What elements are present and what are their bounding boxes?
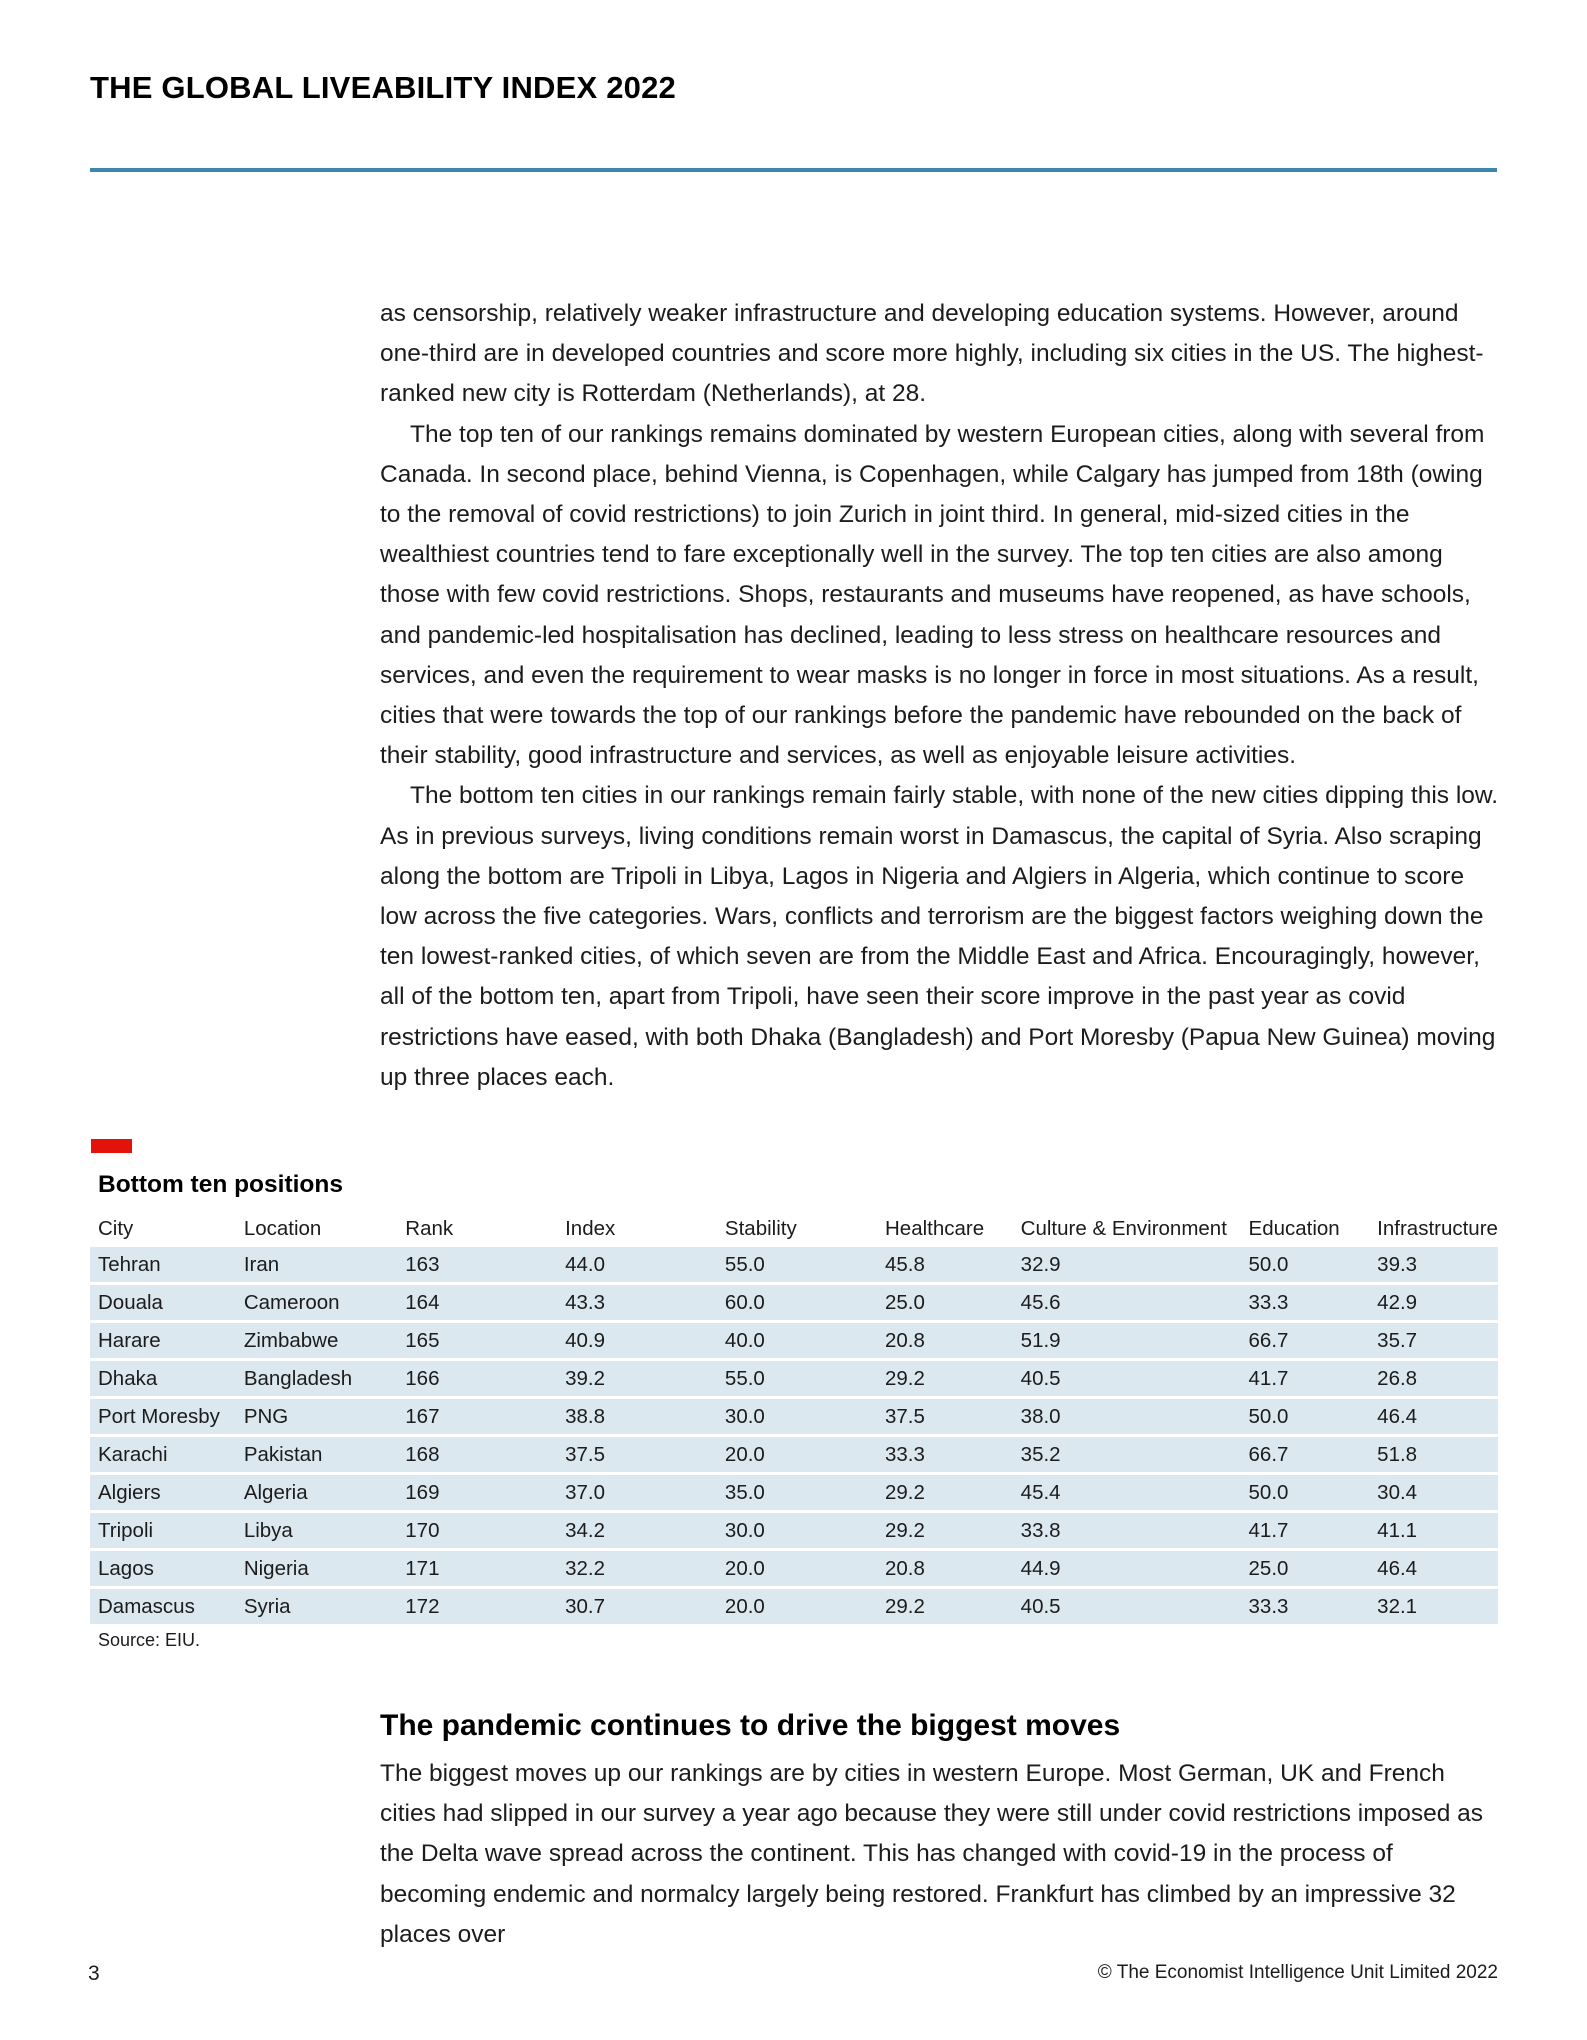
table-header-row xyxy=(90,1211,1498,1247)
table-row xyxy=(90,1551,1498,1589)
table-cell: Port Moresby xyxy=(90,1399,236,1437)
table-cell: Cameroon xyxy=(236,1285,397,1323)
table-cell: 30.0 xyxy=(717,1513,877,1551)
table-cell: 42.9 xyxy=(1369,1285,1498,1323)
table-cell: 29.2 xyxy=(877,1589,1013,1624)
table-cell: 25.0 xyxy=(877,1285,1013,1323)
column-header: Culture & Environment xyxy=(1020,1217,1227,1240)
page-number: 3 xyxy=(88,1962,100,1985)
table-cell: 33.3 xyxy=(1241,1285,1370,1323)
table-row xyxy=(90,1285,1498,1323)
table-cell: Zimbabwe xyxy=(236,1323,397,1361)
paragraph: The bottom ten cities in our rankings remain fairly stable, with none of the new cities dipping this low. As in previous surveys, living conditions remain worst in Damascus, the capital of Syria. Also scraping along the bottom are Tripoli in Libya, Lagos in Nigeria and Algiers in Algeria, which continue to score low across the five categories. Wars, conflicts and terrorism are the biggest factors weighing down the ten lowest-ranked cities, of which seven are from the Middle East and Africa. Encouragingly, however, all of the bottom ten, apart from Tripoli, have seen their score improve in the past year as covid restrictions have eased, with both Dhaka (Bangladesh) and Port Moresby (Papua New Guinea) moving up three places each. xyxy=(380,782,1499,1091)
table-source: Source: EIU. xyxy=(98,1630,201,1650)
table-cell: Harare xyxy=(90,1323,236,1361)
column-header: Infrastructure xyxy=(1377,1217,1498,1240)
table-cell: 30.0 xyxy=(717,1399,877,1437)
table-cell: 55.0 xyxy=(717,1247,877,1285)
table-cell: 37.5 xyxy=(557,1437,717,1475)
table-cell: Lagos xyxy=(90,1551,236,1589)
table-cell: 32.1 xyxy=(1369,1589,1498,1624)
table-row xyxy=(90,1247,1498,1285)
table-cell: Libya xyxy=(236,1513,397,1551)
paragraph: The biggest moves up our rankings are by cities in western Europe. Most German, UK and French cities had slipped in our survey a year ago because they were still under covid restrictions imposed as the Delta wave spread across the continent. This has changed with covid-19 in the process of becoming endemic and normalcy largely being restored. Frankfurt has climbed by an impressive 32 places over xyxy=(380,1760,1484,1948)
table-cell: 169 xyxy=(397,1475,557,1513)
table-cell: 46.4 xyxy=(1369,1399,1498,1437)
table-cell: 30.7 xyxy=(557,1589,717,1624)
section-heading: The pandemic continues to drive the biggest moves xyxy=(380,1709,1121,1742)
table-cell: 44.0 xyxy=(557,1247,717,1285)
table-row xyxy=(90,1323,1498,1361)
intro-text-block xyxy=(380,294,1500,1098)
table-cell: 29.2 xyxy=(877,1475,1013,1513)
header-divider xyxy=(90,168,1497,172)
column-header: Location xyxy=(243,1217,322,1240)
table-cell: 38.8 xyxy=(557,1399,717,1437)
table-cell: 33.8 xyxy=(1013,1513,1241,1551)
column-header: Rank xyxy=(405,1217,454,1240)
table-title: Bottom ten positions xyxy=(98,1171,343,1198)
table-cell: 20.0 xyxy=(717,1551,877,1589)
table-cell: Algeria xyxy=(236,1475,397,1513)
table-row xyxy=(90,1513,1498,1551)
table-cell: 20.8 xyxy=(877,1551,1013,1589)
table-cell: 33.3 xyxy=(877,1437,1013,1475)
table-cell: 43.3 xyxy=(557,1285,717,1323)
table-cell: 164 xyxy=(397,1285,557,1323)
table-cell: Damascus xyxy=(90,1589,236,1624)
table-cell: 170 xyxy=(397,1513,557,1551)
table-cell: 40.9 xyxy=(557,1323,717,1361)
table-cell: 171 xyxy=(397,1551,557,1589)
table-cell: 35.2 xyxy=(1013,1437,1241,1475)
section-text-block xyxy=(380,1754,1500,1955)
table-cell: 29.2 xyxy=(877,1513,1013,1551)
column-header: City xyxy=(98,1217,134,1240)
table-cell: Algiers xyxy=(90,1475,236,1513)
table-cell: 20.0 xyxy=(717,1589,877,1624)
table-cell: 32.9 xyxy=(1013,1247,1241,1285)
table-cell: 34.2 xyxy=(557,1513,717,1551)
table-row xyxy=(90,1361,1498,1399)
table-cell: 39.2 xyxy=(557,1361,717,1399)
table-cell: Syria xyxy=(236,1589,397,1624)
paragraph: The top ten of our rankings remains dominated by western European cities, along with several from Canada. In second place, behind Vienna, is Copenhagen, while Calgary has jumped from 18th (owing to the removal of covid restrictions) to join Zurich in joint third. In general, mid-sized cities in the wealthiest countries tend to fare exceptionally well in the survey. The top ten cities are also among those with few covid restrictions. Shops, restaurants and museums have reopened, as have schools, and pandemic-led hospitalisation has declined, leading to less stress on healthcare resources and services, and even the requirement to wear masks is no longer in force in most situations. As a result, cities that were towards the top of our rankings before the pandemic have rebounded on the back of their stability, good infrastructure and services, as well as enjoyable leisure activities. xyxy=(380,420,1485,770)
table-cell: Tehran xyxy=(90,1247,236,1285)
table-cell: Bangladesh xyxy=(236,1361,397,1399)
table-cell: Dhaka xyxy=(90,1361,236,1399)
table-cell: 29.2 xyxy=(877,1361,1013,1399)
table-cell: 35.0 xyxy=(717,1475,877,1513)
table-cell: 40.5 xyxy=(1013,1361,1241,1399)
table-cell: 167 xyxy=(397,1399,557,1437)
table-cell: 40.0 xyxy=(717,1323,877,1361)
table-cell: 55.0 xyxy=(717,1361,877,1399)
table-cell: 40.5 xyxy=(1013,1589,1241,1624)
table-cell: 26.8 xyxy=(1369,1361,1498,1399)
table-cell: 66.7 xyxy=(1241,1437,1370,1475)
table-cell: PNG xyxy=(236,1399,397,1437)
table-cell: 41.1 xyxy=(1369,1513,1498,1551)
table-cell: Pakistan xyxy=(236,1437,397,1475)
table-cell: 168 xyxy=(397,1437,557,1475)
table-cell: 32.2 xyxy=(557,1551,717,1589)
table-cell: 38.0 xyxy=(1013,1399,1241,1437)
table-cell: 60.0 xyxy=(717,1285,877,1323)
table-cell: 163 xyxy=(397,1247,557,1285)
table-cell: 45.8 xyxy=(877,1247,1013,1285)
table-cell: 166 xyxy=(397,1361,557,1399)
copyright-notice: © The Economist Intelligence Unit Limited 2022 xyxy=(1097,1962,1498,1983)
table-cell: 30.4 xyxy=(1369,1475,1498,1513)
column-header: Education xyxy=(1248,1217,1340,1240)
column-header: Stability xyxy=(724,1217,797,1240)
table-cell: Tripoli xyxy=(90,1513,236,1551)
table-cell: 51.9 xyxy=(1013,1323,1241,1361)
column-header: Healthcare xyxy=(885,1217,985,1240)
table-cell: 45.6 xyxy=(1013,1285,1241,1323)
bottom-ten-table xyxy=(90,1211,1498,1624)
table-row xyxy=(90,1475,1498,1513)
table-cell: 33.3 xyxy=(1241,1589,1370,1624)
table-cell: 51.8 xyxy=(1369,1437,1498,1475)
red-accent-tag xyxy=(91,1139,132,1153)
table-cell: 50.0 xyxy=(1241,1247,1370,1285)
column-header: Index xyxy=(565,1217,616,1240)
table-cell: 46.4 xyxy=(1369,1551,1498,1589)
table-cell: 44.9 xyxy=(1013,1551,1241,1589)
table-cell: 41.7 xyxy=(1241,1513,1370,1551)
table-cell: 50.0 xyxy=(1241,1475,1370,1513)
page-header-title: THE GLOBAL LIVEABILITY INDEX 2022 xyxy=(90,70,676,105)
table-row xyxy=(90,1437,1498,1475)
table-cell: 39.3 xyxy=(1369,1247,1498,1285)
table-cell: 37.0 xyxy=(557,1475,717,1513)
table-cell: 165 xyxy=(397,1323,557,1361)
table-cell: 172 xyxy=(397,1589,557,1624)
table-cell: Nigeria xyxy=(236,1551,397,1589)
table-row xyxy=(90,1399,1498,1437)
table-row xyxy=(90,1589,1498,1624)
table-body xyxy=(90,1247,1498,1624)
table-cell: 20.8 xyxy=(877,1323,1013,1361)
table-cell: 41.7 xyxy=(1241,1361,1370,1399)
table-cell: 20.0 xyxy=(717,1437,877,1475)
table-cell: Karachi xyxy=(90,1437,236,1475)
table-cell: 25.0 xyxy=(1241,1551,1370,1589)
paragraph: as censorship, relatively weaker infrastructure and developing education systems. However, around one-third are in developed countries and score more highly, including six cities in the US. The highest-ranked new city is Rotterdam (Netherlands), at 28. xyxy=(380,300,1484,408)
table-cell: 45.4 xyxy=(1013,1475,1241,1513)
table-cell: Douala xyxy=(90,1285,236,1323)
table-cell: 35.7 xyxy=(1369,1323,1498,1361)
table-cell: 37.5 xyxy=(877,1399,1013,1437)
table-cell: Iran xyxy=(236,1247,397,1285)
table-cell: 50.0 xyxy=(1241,1399,1370,1437)
table-cell: 66.7 xyxy=(1241,1323,1370,1361)
